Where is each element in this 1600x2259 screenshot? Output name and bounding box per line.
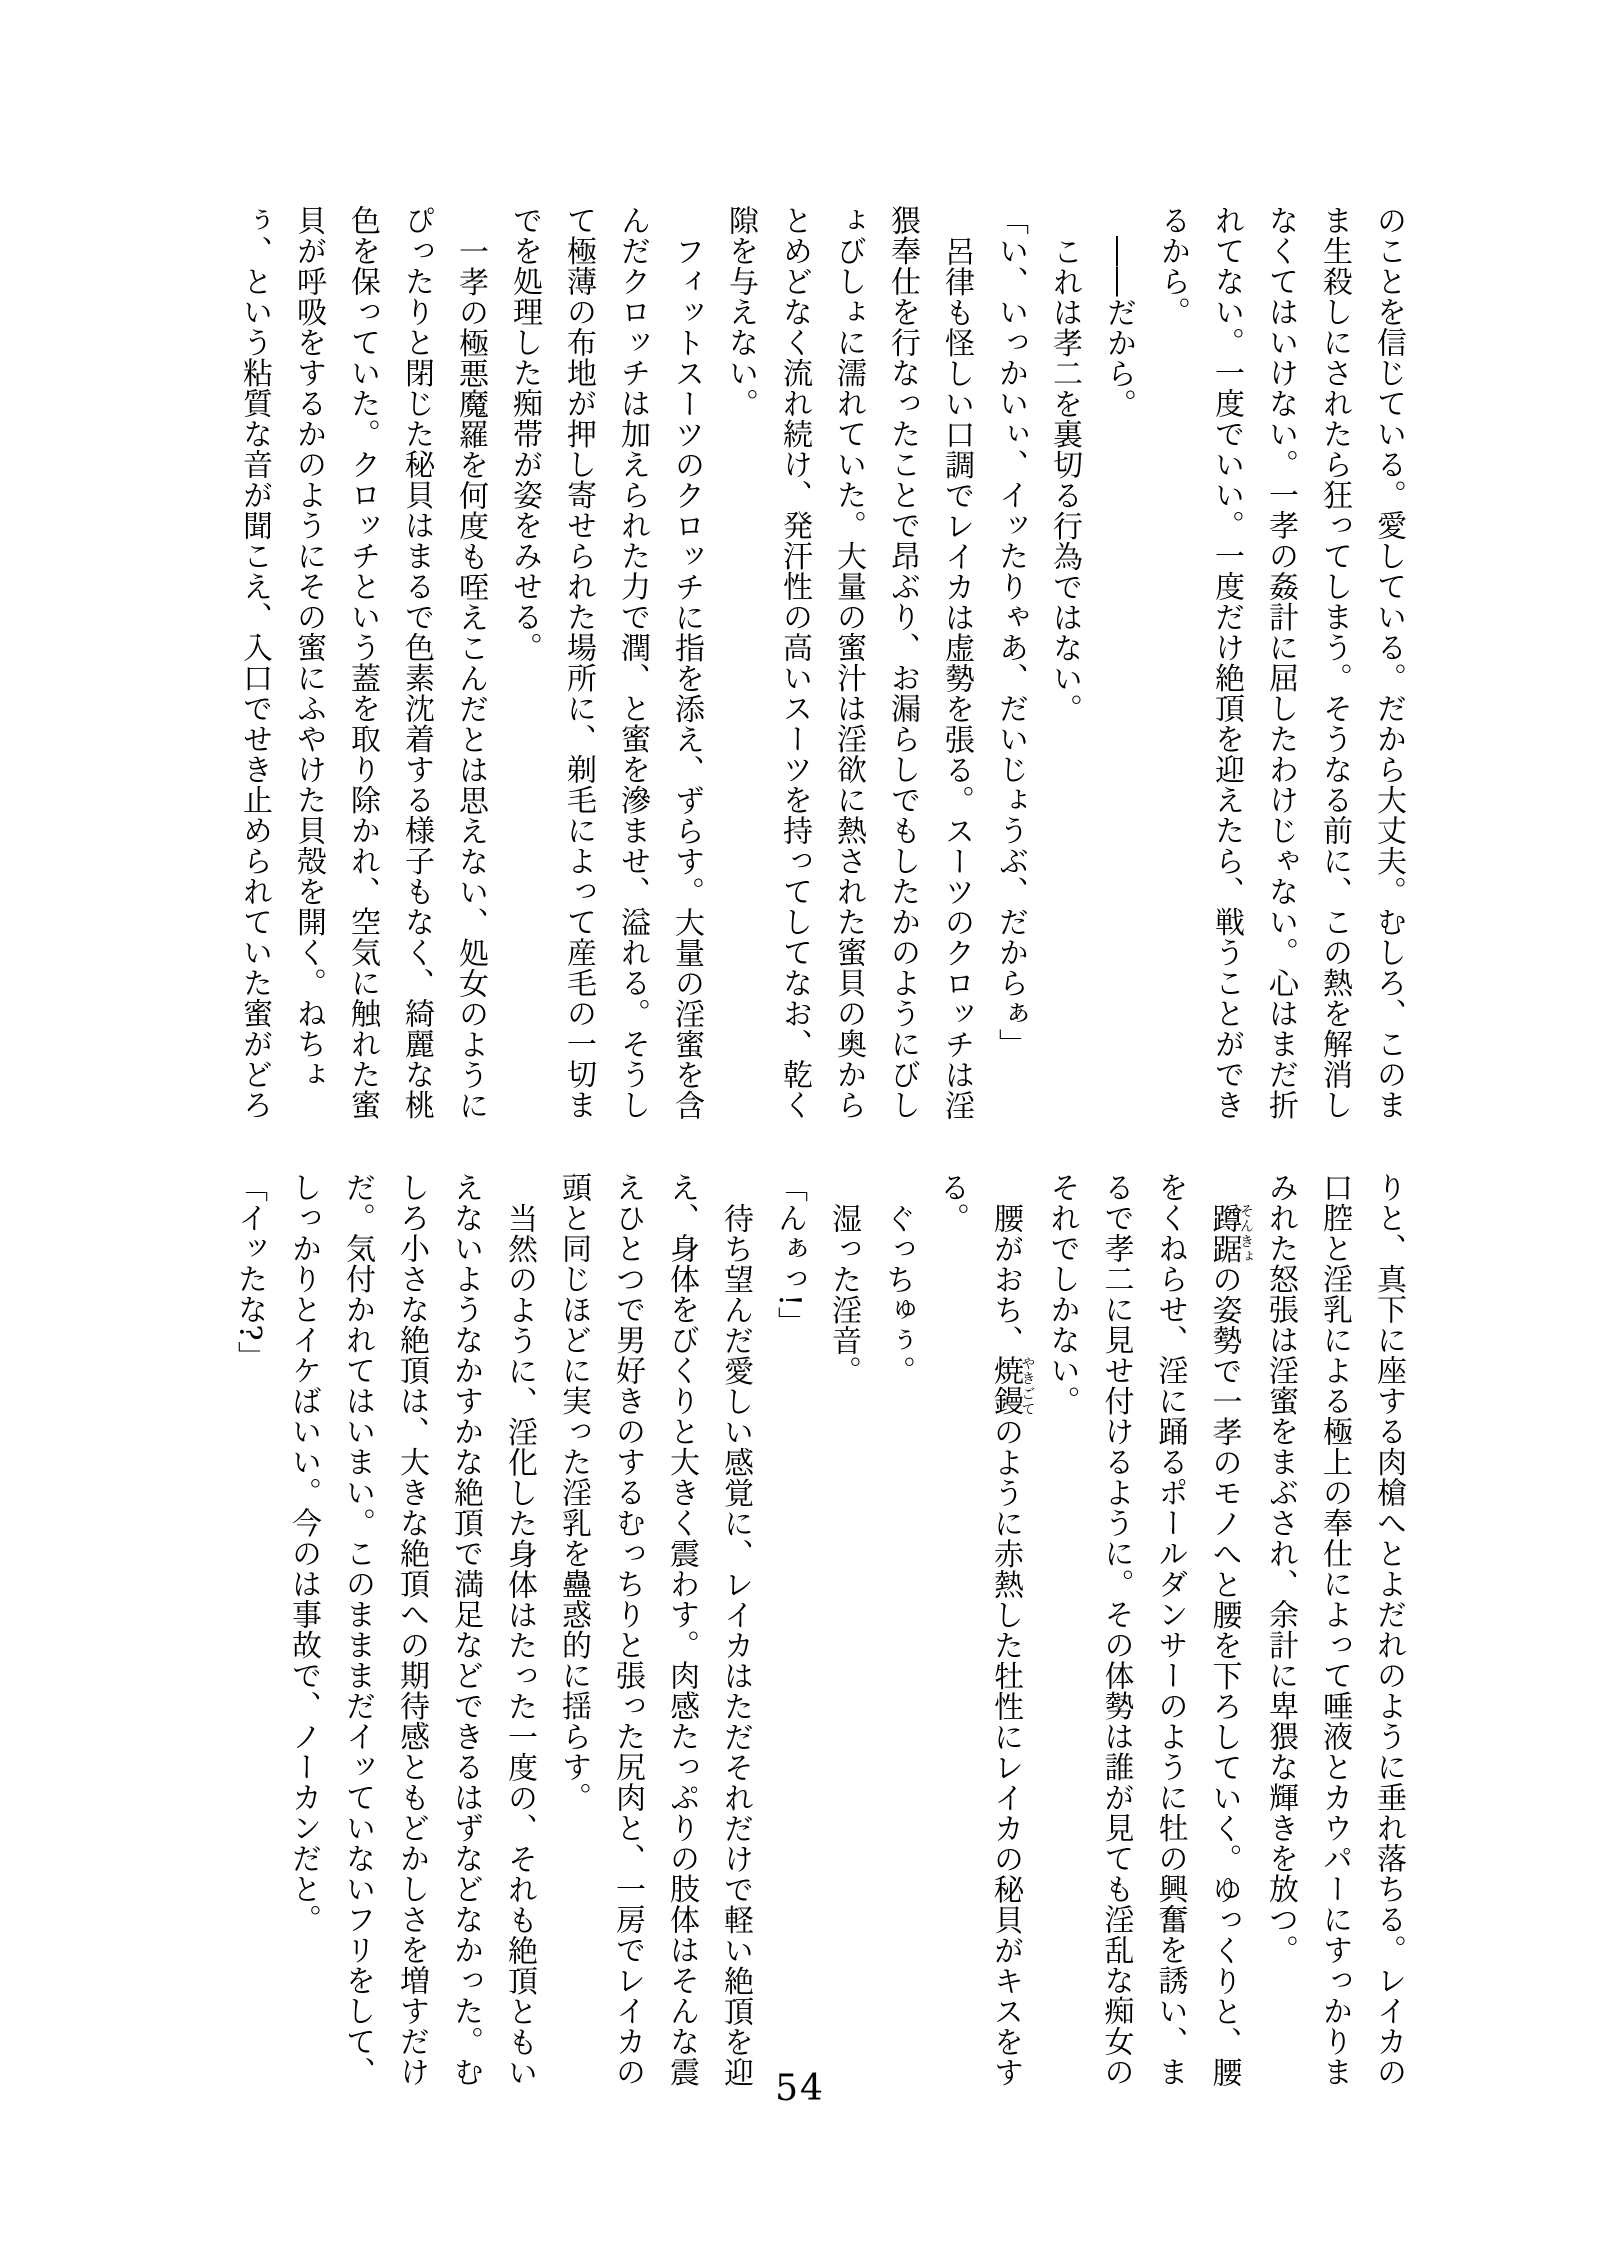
paragraph	[222, 1172, 276, 2087]
text-run: のことを信じている。愛している。だから大丈夫。むしろ、このまま生殺しにされたら狂ってしまう。そうなる前に、この熱を解消しなくてはいけない。一孝の姦計に屈したわけじゃない。心はまだ折れてない。一度でいい。一度だけ絶頂を迎えたら、戦うことができるから。	[1155, 205, 1406, 1120]
paragraph	[1037, 205, 1091, 1120]
ruby-annotated-word: 蹲踞そんきょ	[1206, 1202, 1254, 1264]
ruby-annotated-word: 焼鏝やきごて	[988, 1355, 1036, 1416]
paragraph	[1253, 1172, 1415, 2087]
text-run: の姿勢で一孝のモノへと腰を下ろしていく。ゆっくりと、腰をくねらせ、淫に踊るポールダンサーのように牡の興奮を誘い、まるで孝二に見せ付けるように。その体勢は誰が見ても淫乱な痴女のそれでしかない。	[1044, 1172, 1242, 2087]
text-run: 一孝の極悪魔羅を何度も咥えこんだとは思えない、処女のようにぴったりと閉じた秘貝はまるで色素沈着する様子もなく、綺麗な桃色を保っていた。クロッチという蓋を取り除かれ、空気に触れた蜜貝が呼吸をするかのようにその蜜にふやけた貝殻を開く。ねちょぅ、という粘質な音が聞こえ、入口でせき止められていた蜜がどろ	[237, 205, 488, 1120]
paragraph	[762, 1172, 816, 2087]
text-run: 当然のように、淫化した身体はたった一度の、それも絶頂ともいえないようなかすかな絶頂で満足などできるはずなどなかった。むしろ小さな絶頂は、大きな絶頂への期待感ともどかしさを増すだけだ。気付かれてはいまい。このまままだイッていないフリをして、しっかりとイケばいい。今のは事故で、ノーカンだと。	[286, 1172, 537, 2087]
paragraph	[497, 205, 713, 1120]
bottom-text-block	[222, 1172, 1415, 2087]
paragraph	[1091, 205, 1145, 1120]
paragraph	[713, 205, 983, 1120]
text-run: 待ち望んだ愛しい感覚に、レイカはただそれだけで軽い絶頂を迎え、身体をびくりと大きく震わす。肉感たっぷりの肢体はそんな震えひとつで男好きのするむっちりと張った尻肉と、一房でレイカの頭と同じほどに実った淫乳を蠱惑的に揺らす。	[556, 1172, 753, 2087]
page-number: 54	[775, 2068, 825, 2109]
text-run: これは孝二を裏切る行為ではない。	[1047, 235, 1082, 724]
text-run: ――だから。	[1101, 235, 1136, 419]
paragraph	[870, 1172, 924, 2087]
text-run: ぐっちゅぅ。	[880, 1202, 915, 1386]
text-run: りと、真下に座する肉槍へとよだれのように垂れ落ちる。レイカの口腔と淫乳による極上の奉仕によって唾液とカウパーにすっかりまみれた怒張は淫蜜をまぶされ、余計に卑猥な輝きを放つ。	[1263, 1172, 1406, 2087]
text-run: 「い、いっかいぃ、イッたりゃあ、だいじょうぶ、だからぁ」	[993, 205, 1028, 1059]
paragraph	[1035, 1172, 1254, 2087]
paragraph	[983, 205, 1037, 1120]
text-run: 腰がおち、	[988, 1202, 1023, 1355]
paragraph	[816, 1172, 870, 2087]
text-run: 湿った淫音。	[826, 1202, 861, 1386]
paragraph	[1145, 205, 1415, 1120]
text-run: 呂律も怪しい口調でレイカは虚勢を張る。スーツのクロッチは淫猥奉仕を行なったことで昂ぶり、お漏らしでもしたかのようにびしょびしょに濡れていた。大量の蜜汁は淫欲に熱された蜜貝の奥からとめどなく流れ続け、発汗性の高いスーツを持ってしてなお、乾く隙を与えない。	[723, 205, 974, 1120]
paragraph	[227, 205, 497, 1120]
paragraph	[924, 1172, 1035, 2087]
text-run: フィットスーツのクロッチに指を添え、ずらす。大量の淫蜜を含んだクロッチは加えられた力で潤、と蜜を滲ませ、溢れる。そうして極薄の布地が押し寄せられた場所に、剃毛によって産毛の一切までを処理した痴帯が姿をみせる。	[507, 205, 704, 1120]
paragraph	[546, 1172, 762, 2087]
text-run: 「イッたな?」	[232, 1172, 267, 1372]
paragraph	[276, 1172, 546, 2087]
text-run: のように赤熱した牡性にレイカの秘貝がキスをする。	[934, 1172, 1023, 2087]
text-run: 「んぁっ!」	[772, 1172, 807, 1338]
top-text-block	[227, 205, 1415, 1120]
